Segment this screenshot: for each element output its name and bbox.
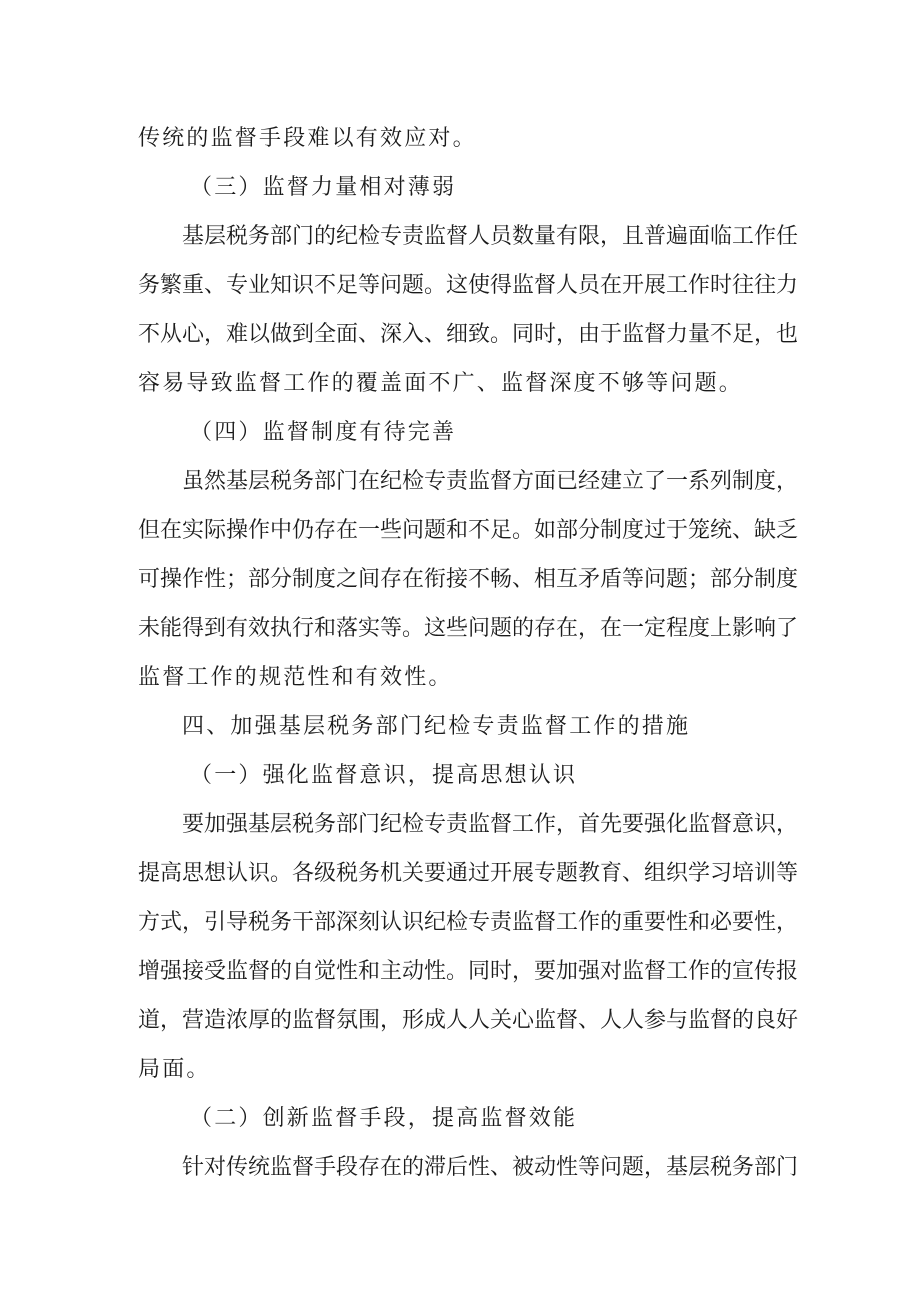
text-line: 虽然基层税务部门在纪检专责监督方面已经建立了一系列制度， <box>182 469 799 494</box>
text-line: 可操作性；部分制度之间存在衔接不畅、相互矛盾等问题；部分制度 <box>138 567 799 592</box>
text-line: 基层税务部门的纪检专责监督人员数量有限，且普遍面临工作任 <box>182 224 799 249</box>
text-line: 但在实际操作中仍存在一些问题和不足。如部分制度过于笼统、缺乏 <box>138 518 799 543</box>
section-heading: （二）创新监督手段，提高监督效能 <box>190 1106 578 1131</box>
text-line: 不从心，难以做到全面、深入、细致。同时，由于监督力量不足，也 <box>138 322 799 347</box>
text-line: 道，营造浓厚的监督氛围，形成人人关心监督、人人参与监督的良好 <box>138 1008 799 1033</box>
text-line: 增强接受监督的自觉性和主动性。同时，要加强对监督工作的宣传报 <box>138 959 799 984</box>
chapter-heading: 四、加强基层税务部门纪检专责监督工作的措施 <box>182 714 691 739</box>
text-line: 局面。 <box>138 1057 211 1082</box>
text-line: 容易导致监督工作的覆盖面不广、监督深度不够等问题。 <box>138 371 744 396</box>
text-line: 传统的监督手段难以有效应对。 <box>138 126 477 151</box>
text-line: 监督工作的规范性和有效性。 <box>138 665 453 690</box>
text-line: 未能得到有效执行和落实等。这些问题的存在，在一定程度上影响了 <box>138 616 799 641</box>
section-heading: （一）强化监督意识，提高思想认识 <box>190 763 578 788</box>
text-line: 提高思想认识。各级税务机关要通过开展专题教育、组织学习培训等 <box>138 861 799 886</box>
text-line: 针对传统监督手段存在的滞后性、被动性等问题，基层税务部门 <box>182 1155 799 1180</box>
section-heading: （四）监督制度有待完善 <box>190 420 457 445</box>
section-heading: （三）监督力量相对薄弱 <box>190 175 457 200</box>
text-line: 要加强基层税务部门纪检专责监督工作，首先要强化监督意识， <box>182 812 799 837</box>
text-line: 方式，引导税务干部深刻认识纪检专责监督工作的重要性和必要性， <box>138 910 799 935</box>
text-line: 务繁重、专业知识不足等问题。这使得监督人员在开展工作时往往力 <box>138 273 799 298</box>
